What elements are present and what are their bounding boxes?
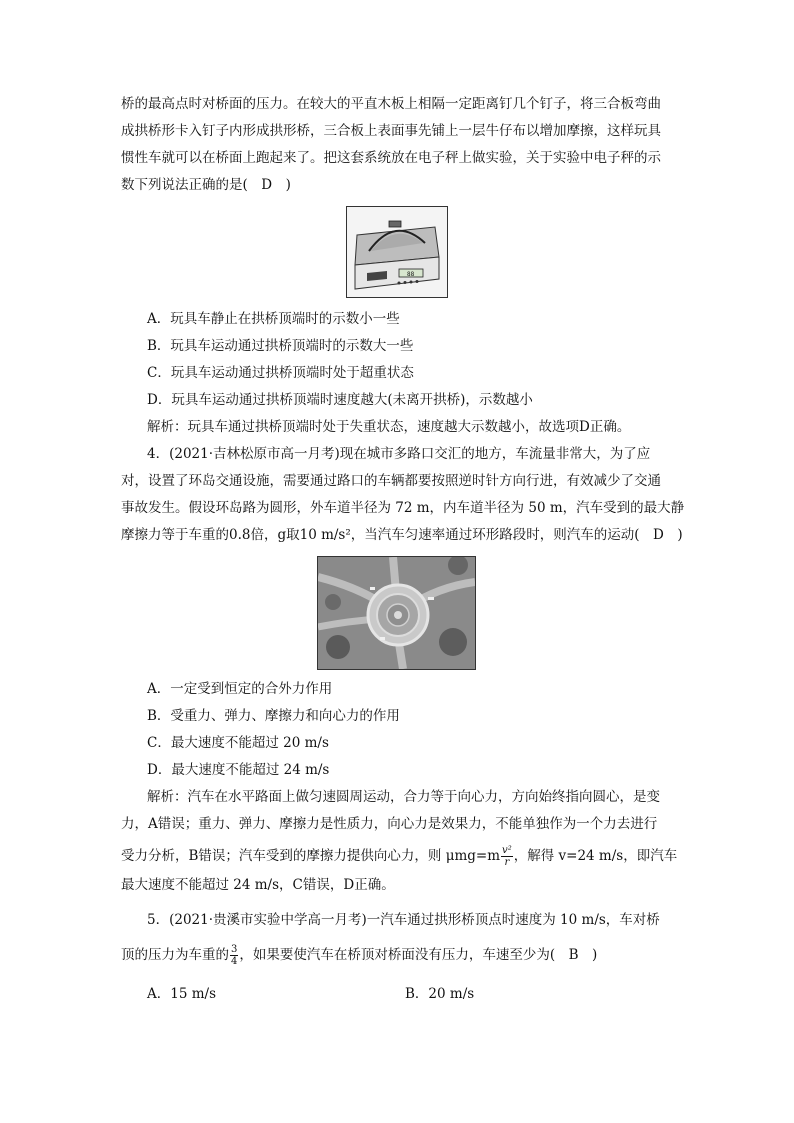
q4-text-line-4: 摩擦力等于车重的0.8倍，g取10 m/s²，当汽车匀速率通过环形路段时，则汽车的运动( D ) bbox=[121, 527, 683, 543]
scale-figure bbox=[346, 206, 448, 298]
fraction-denominator: 4 bbox=[231, 956, 238, 967]
q3-text-line-1: 桥的最高点时对桥面的压力。在较大的平直木板上相隔一定距离钉几个钉子，将三合板弯曲 bbox=[121, 96, 661, 112]
fraction-numerator: v² bbox=[502, 845, 512, 856]
q5-option-b: B．20 m/s bbox=[405, 986, 475, 1002]
q3-text-line-4: 数下列说法正确的是( D ) bbox=[121, 177, 291, 193]
q4-analysis-line-3 bbox=[121, 845, 677, 868]
fraction-numerator: 3 bbox=[231, 944, 238, 955]
scale-display-reading: 88 bbox=[407, 271, 415, 278]
q4-option-c: C．最大速度不能超过 20 m/s bbox=[147, 735, 329, 751]
q3-text-line-3: 惯性车就可以在桥面上跑起来了。把这套系统放在电子秤上做实验，关于实验中电子秤的示 bbox=[121, 150, 661, 166]
q5-text-line-1: 5．(2021·贵溪市实验中学高一月考)一汽车通过拱形桥顶点时速度为 10 m/s，车对桥 bbox=[147, 912, 660, 928]
q5-text-line-2 bbox=[121, 944, 597, 967]
centripetal-fraction bbox=[501, 845, 513, 868]
q3-option-d: D．玩具车运动通过拱桥顶端时速度越大(未离开拱桥)，示数越小 bbox=[147, 392, 533, 408]
three-quarters-fraction bbox=[230, 944, 238, 967]
q3-analysis: 解析：玩具车通过拱桥顶端时处于失重状态，速度越大示数越小，故选项D正确。 bbox=[147, 419, 631, 435]
roundabout-aerial-illustration bbox=[318, 557, 475, 669]
q5-option-a: A．15 m/s bbox=[147, 986, 216, 1002]
q3-option-a: A．玩具车静止在拱桥顶端时的示数小一些 bbox=[147, 311, 400, 327]
q3-text-line-2: 成拱桥形卡入钉子内形成拱形桥，三合板上表面事先铺上一层牛仔布以增加摩擦，这样玩具 bbox=[121, 123, 661, 139]
roundabout-photo bbox=[317, 556, 476, 670]
q4-analysis-line-4: 最大速度不能超过 24 m/s，C错误，D正确。 bbox=[121, 877, 395, 893]
fraction-denominator: r bbox=[504, 857, 510, 868]
q4-text-line-1: 4．(2021·吉林松原市高一月考)现在城市多路口交汇的地方，车流量非常大，为了应 bbox=[147, 446, 651, 462]
q5-text-line-2-end: ，如果要使汽车在桥顶对桥面没有压力，车速至少为( B ) bbox=[239, 947, 598, 963]
q3-option-c: C．玩具车运动通过拱桥顶端时处于超重状态 bbox=[147, 365, 414, 381]
q4-text-line-2: 对，设置了环岛交通设施，需要通过路口的车辆都要按照逆时针方向行进，有效减少了交通 bbox=[121, 473, 661, 489]
q4-option-b: B．受重力、弹力、摩擦力和向心力的作用 bbox=[147, 708, 400, 724]
q4-option-a: A．一定受到恒定的合外力作用 bbox=[147, 681, 333, 697]
q4-text-line-3: 事故发生。假设环岛路为圆形，外车道半径为 72 m，内车道半径为 50 m，汽车受到的最大静 bbox=[121, 500, 685, 516]
q4-option-d: D．最大速度不能超过 24 m/s bbox=[147, 762, 330, 778]
q4-analysis-line-2: 力，A错误；重力、弹力、摩擦力是性质力，向心力是效果力，不能单独作为一个力去进行 bbox=[121, 816, 658, 832]
q4-analysis-line-1: 解析：汽车在水平路面上做匀速圆周运动，合力等于向心力，方向始终指向圆心，是变 bbox=[147, 789, 660, 805]
q4-analysis-line-3-end: ，解得 v=24 m/s，即汽车 bbox=[513, 848, 678, 864]
electronic-scale-illustration bbox=[347, 207, 447, 297]
q5-text-line-2-start: 顶的压力为车重的 bbox=[121, 947, 229, 963]
q4-analysis-line-3-start: 受力分析，B错误；汽车受到的摩擦力提供向心力，则 μmg=m bbox=[121, 848, 501, 864]
q3-option-b: B．玩具车运动通过拱桥顶端时的示数大一些 bbox=[147, 338, 414, 354]
